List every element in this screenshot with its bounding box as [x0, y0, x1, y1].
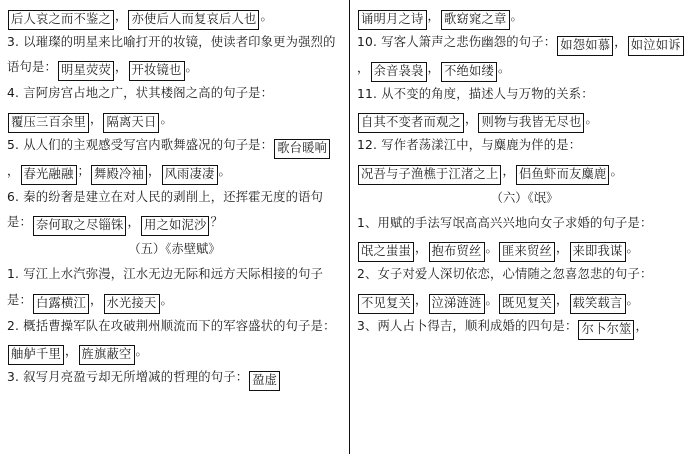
question-line: [357, 82, 692, 133]
text-run: 3. 叙写月亮盈亏却无所增减的哲理的句子：: [7, 370, 249, 385]
boxed-answer: 风雨凄凄: [162, 165, 218, 185]
boxed-answer: 白露横江: [33, 294, 89, 314]
boxed-answer: 况吾与子渔樵于江渚之上: [358, 165, 501, 185]
boxed-answer: 舳舻千里: [8, 345, 64, 365]
text-run: 11. 从不变的角度，描述人与万物的关系：: [357, 87, 594, 101]
text-run: 3. 以璀璨的明星来比喻打开的妆镜，使读者印象更为强烈的语句是：: [7, 35, 336, 75]
boxed-answer: 抱布贸丝: [429, 242, 485, 262]
boxed-answer: 春光融融: [21, 165, 77, 185]
question-line: [7, 262, 342, 313]
boxed-answer: 亦使后人而复哀后人也: [128, 10, 259, 30]
boxed-answer: 匪来贸丝: [499, 242, 555, 262]
question-line: [357, 30, 692, 82]
text-run: 6. 秦的纷奢是建立在对人民的剥削上，还挥霍无度的语句是：: [7, 189, 324, 230]
boxed-answer: 开妆镜也: [129, 61, 185, 81]
question-line: [7, 30, 342, 81]
text-run: ，: [415, 292, 428, 307]
text-run: 。: [510, 9, 523, 23]
boxed-answer: 则物与我皆无尽也: [478, 113, 584, 133]
boxed-answer: 奈何取之尽锱铢: [33, 216, 126, 236]
question-line: [7, 314, 342, 365]
text-run: 。: [485, 292, 498, 307]
text-run: 。: [610, 163, 623, 178]
text-run: 12. 写作者荡漾江中，与麋鹿为伴的是：: [357, 138, 582, 153]
boxed-answer: 后人哀之而不鉴之: [8, 10, 114, 30]
text-run: ，: [65, 344, 78, 359]
text-run: ，: [502, 163, 515, 178]
text-run: 。: [485, 241, 498, 256]
boxed-answer: 歌台暖响: [274, 139, 330, 159]
text-run: 。: [160, 111, 173, 126]
text-run: 1. 写江上水汽弥漫，江水无边无际和远方天际相接的句子是：: [7, 267, 324, 307]
text-run: ，: [127, 215, 140, 230]
boxed-answer: 盈虚: [249, 371, 280, 391]
boxed-answer: 如泣如诉: [628, 36, 684, 56]
text-run: ，: [7, 163, 20, 178]
boxed-answer: 侣鱼虾而友麋鹿: [516, 165, 609, 185]
continuation-line: [357, 4, 692, 30]
text-run: 。: [218, 163, 231, 178]
boxed-answer: 来即我谋: [570, 242, 626, 262]
boxed-answer: 尔卜尔筮: [578, 320, 634, 340]
boxed-answer: 舞殿冷袖: [91, 165, 147, 185]
question-line: [7, 365, 342, 391]
text-run: ？: [210, 215, 223, 230]
boxed-answer: 不见复关: [358, 294, 414, 314]
text-run: 。: [626, 241, 639, 256]
text-run: 3、两人占卜得吉，顺利成婚的四句是：: [357, 318, 578, 333]
question-line: [357, 262, 692, 313]
continuation-line: [7, 4, 342, 30]
text-run: 4. 言阿房宫占地之广，状其楼阁之高的句子是：: [7, 86, 274, 101]
text-run: （六）《氓》: [490, 190, 559, 205]
right-column: [350, 0, 699, 454]
boxed-answer: 用之如泥沙: [141, 216, 210, 236]
boxed-answer: 不绝如缕: [441, 62, 497, 82]
text-run: 。: [626, 292, 639, 307]
text-run: ，: [427, 61, 440, 75]
boxed-answer: 覆压三百余里: [8, 113, 89, 133]
boxed-answer: 隔离天日: [103, 113, 159, 133]
text-run: ，: [614, 35, 627, 49]
text-run: ，: [556, 292, 569, 307]
section-heading: [7, 236, 342, 262]
boxed-answer: 既见复关: [499, 294, 555, 314]
question-line: [357, 133, 692, 184]
question-line: [357, 211, 692, 262]
text-run: ，: [89, 111, 103, 126]
boxed-answer: 旌旗蔽空: [79, 345, 135, 365]
question-line: [7, 133, 342, 185]
boxed-answer: 余音袅袅: [371, 62, 427, 82]
question-line: [7, 185, 342, 236]
boxed-answer: 如怨如慕: [557, 36, 613, 56]
text-run: 。: [498, 61, 511, 75]
boxed-answer: 泣涕涟涟: [429, 294, 485, 314]
text-run: 2. 概括曹操军队在攻破荆州顺流而下的军容盛状的句子是：: [7, 318, 336, 333]
text-run: ，: [148, 163, 161, 178]
boxed-answer: 氓之蚩蚩: [358, 242, 414, 262]
text-run: （五）《赤壁赋》: [128, 242, 221, 257]
text-run: ，: [90, 292, 103, 307]
text-run: 。: [160, 292, 173, 307]
text-run: ，: [464, 112, 478, 127]
text-run: 5. 从人们的主观感受写宫内歌舞盛况的句子是：: [7, 137, 274, 152]
question-line: [7, 81, 342, 132]
text-run: ，: [635, 318, 648, 333]
boxed-answer: 水光接天: [104, 294, 160, 314]
left-column: [0, 0, 349, 454]
boxed-answer: 自其不变者而观之: [358, 113, 464, 133]
text-run: 。: [185, 60, 198, 75]
boxed-answer: 载笑载言: [570, 294, 626, 314]
text-run: 。: [260, 9, 273, 23]
text-run: ，: [556, 241, 569, 256]
text-run: 。: [585, 112, 598, 127]
text-run: 。: [135, 344, 148, 359]
boxed-answer: 歌窈窕之章: [441, 10, 510, 30]
text-run: ，: [415, 241, 428, 256]
text-run: 10. 写客人箫声之悲伤幽怨的句子：: [357, 35, 557, 49]
section-heading: [357, 185, 692, 211]
boxed-answer: 明星荧荧: [58, 61, 114, 81]
text-run: ，: [115, 60, 128, 75]
boxed-answer: 诵明月之诗: [358, 10, 427, 30]
text-run: ，: [357, 61, 370, 75]
text-run: ，: [114, 9, 128, 23]
question-line: [357, 314, 692, 340]
text-run: 1、用赋的手法写氓高高兴兴地向女子求婚的句子是：: [357, 215, 653, 230]
text-run: 2、女子对爱人深切依恋，心情随之忽喜忽悲的句子：: [357, 267, 653, 282]
text-run: ；: [77, 163, 90, 178]
text-run: ，: [427, 9, 440, 23]
